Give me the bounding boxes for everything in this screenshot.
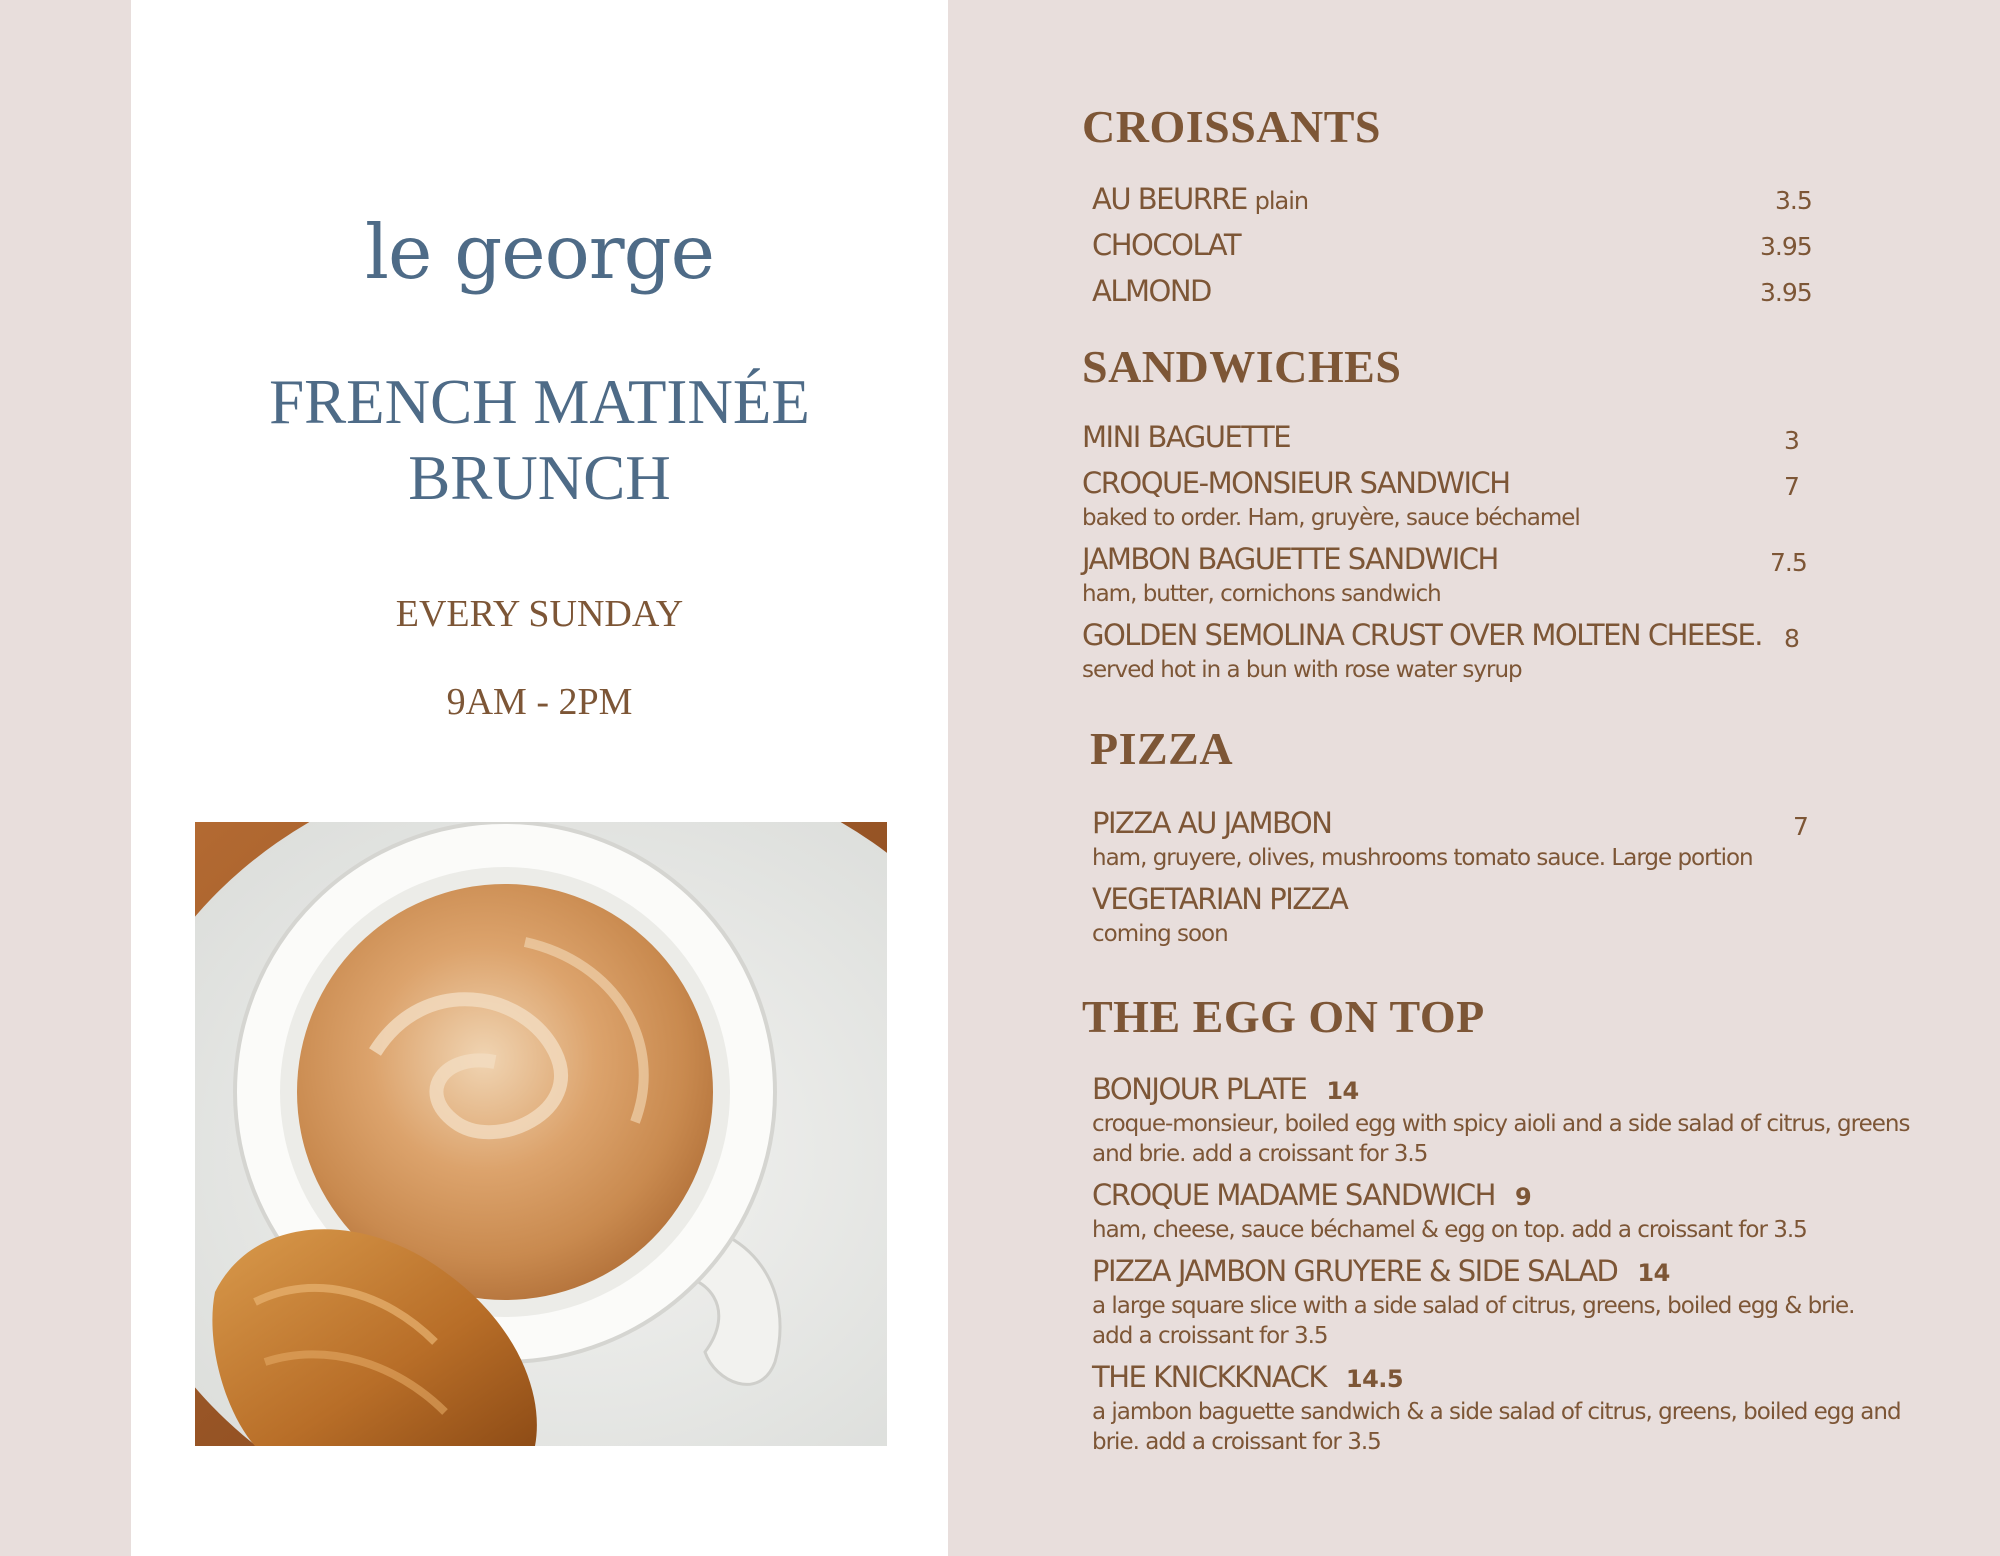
menu-item-vegetarian-pizza: VEGETARIAN PIZZA [1092, 882, 1348, 916]
menu-item-description [1092, 1109, 1942, 1169]
event-title [131, 364, 948, 516]
menu-item-price: 3.5 [1775, 186, 1812, 215]
menu-item-description [1092, 1291, 1942, 1351]
menu-item-bonjour-plate [1092, 1072, 1359, 1106]
menu-item-au-beurre [1092, 182, 1308, 216]
menu-panel [1082, 0, 1962, 1556]
description-line: add a croissant for 3.5 [1092, 1323, 1328, 1349]
description-line: a large square slice with a side salad of citrus, greens, boiled egg & brie. [1092, 1293, 1855, 1319]
brand-name: le george [364, 208, 714, 296]
description-line: brie. add a croissant for 3.5 [1092, 1429, 1381, 1455]
menu-item-description: ham, gruyere, olives, mushrooms tomato sauce. Large portion [1092, 845, 1753, 871]
section-title-croissants: CROISSANTS [1082, 101, 1381, 152]
menu-item-pizza-au-jambon: PIZZA AU JAMBON [1092, 806, 1332, 840]
menu-item-pizza-jambon-gruyere [1092, 1254, 1670, 1288]
menu-item-golden-semolina: GOLDEN SEMOLINA CRUST OVER MOLTEN CHEESE. [1082, 618, 1762, 652]
section-title-pizza: PIZZA [1090, 723, 1234, 774]
description-line: ham, cheese, sauce béchamel & egg on top. add a croissant for 3.5 [1092, 1217, 1807, 1243]
event-day: EVERY SUNDAY [395, 593, 684, 635]
menu-item-jambon-baguette: JAMBON BAGUETTE SANDWICH [1082, 542, 1498, 576]
menu-item-description: baked to order. Ham, gruyère, sauce béchamel [1082, 505, 1580, 531]
menu-item-croque-madame [1092, 1178, 1531, 1212]
event-title-line2: BRUNCH [408, 443, 671, 513]
menu-item-description: served hot in a bun with rose water syrup [1082, 657, 1522, 683]
menu-item-name: BONJOUR PLATE [1092, 1072, 1307, 1106]
menu-item-note: plain [1254, 187, 1309, 215]
event-hours: 9AM - 2PM [446, 681, 633, 723]
menu-item-price: 3.95 [1760, 278, 1812, 307]
menu-item-knickknack [1092, 1360, 1403, 1394]
menu-item-description: ham, butter, cornichons sandwich [1082, 581, 1441, 607]
menu-item-name: AU BEURRE [1092, 182, 1247, 216]
menu-item-price: 9 [1515, 1183, 1532, 1211]
menu-item-description [1092, 1215, 1942, 1245]
menu-item-description [1092, 1397, 1942, 1457]
menu-item-description: coming soon [1092, 921, 1228, 947]
description-line: and brie. add a croissant for 3.5 [1092, 1141, 1428, 1167]
menu-item-almond: ALMOND [1092, 274, 1211, 308]
left-panel [131, 0, 948, 1556]
section-title-sandwiches: SANDWICHES [1082, 341, 1402, 392]
description-line: a jambon baguette sandwich & a side salad of citrus, greens, boiled egg and [1092, 1399, 1901, 1425]
menu-item-price: 3.95 [1760, 232, 1812, 261]
menu-item-price: 3 [1784, 426, 1799, 455]
menu-item-mini-baguette: MINI BAGUETTE [1082, 420, 1291, 454]
menu-item-price: 7 [1784, 472, 1799, 501]
menu-item-croque-monsieur: CROQUE-MONSIEUR SANDWICH [1082, 466, 1510, 500]
menu-item-name: PIZZA JAMBON GRUYERE & SIDE SALAD [1092, 1254, 1618, 1288]
menu-item-chocolat: CHOCOLAT [1092, 228, 1241, 262]
description-line: croque-monsieur, boiled egg with spicy aioli and a side salad of citrus, greens [1092, 1111, 1910, 1137]
menu-item-price: 7.5 [1770, 548, 1807, 577]
menu-item-name: THE KNICKKNACK [1092, 1360, 1326, 1394]
menu-item-name: CROQUE MADAME SANDWICH [1092, 1178, 1495, 1212]
section-title-egg-on-top: THE EGG ON TOP [1082, 991, 1485, 1042]
menu-item-price: 14 [1637, 1259, 1670, 1287]
menu-item-price: 14 [1326, 1077, 1359, 1105]
coffee-croissant-photo [195, 822, 887, 1446]
event-title-line1: FRENCH MATINÉE [269, 367, 810, 437]
menu-item-price: 14.5 [1345, 1365, 1404, 1393]
menu-item-price: 8 [1784, 624, 1799, 653]
menu-item-price: 7 [1793, 812, 1808, 841]
